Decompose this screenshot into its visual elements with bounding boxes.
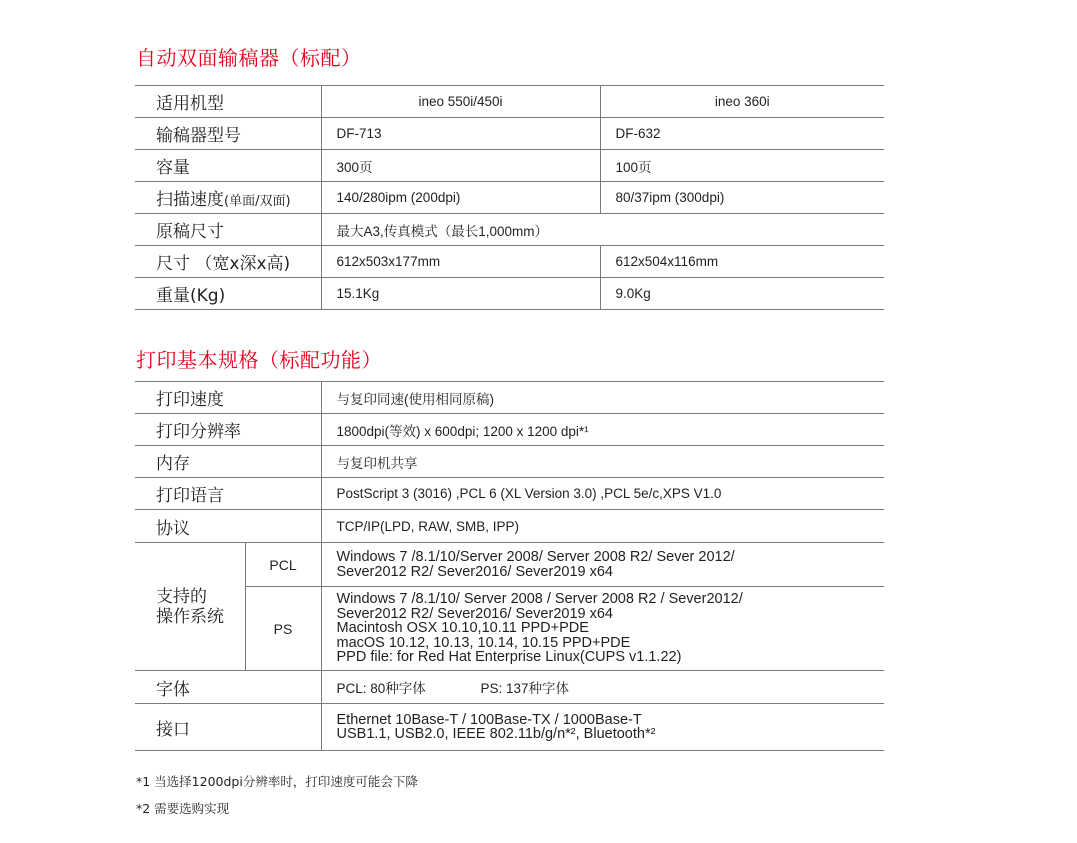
- row-label: 接口: [135, 704, 321, 751]
- cell-value: 80/37ipm (300dpi): [600, 182, 884, 214]
- os-pcl-label: PCL: [245, 543, 321, 587]
- cell-value: 最大A3,传真模式（最长1,000mm）: [321, 214, 884, 246]
- row-label: 打印分辨率: [135, 414, 321, 446]
- table-row: [135, 118, 884, 150]
- table-row: [135, 704, 884, 751]
- table-row: [135, 671, 884, 704]
- table-row: [135, 543, 884, 587]
- os-ps-label: PS: [245, 587, 321, 671]
- row-label-main: 扫描速度: [156, 190, 224, 210]
- model-header-1: ineo 550i/450i: [321, 86, 600, 118]
- os-line: Windows 7 /8.1/10/Server 2008/ Server 2008 R2/ Sever 2012/: [336, 549, 735, 565]
- row-label: 适用机型: [135, 86, 321, 118]
- cell-value: DF-632: [600, 118, 884, 150]
- footnote-2: *2 需要选购实现: [136, 801, 230, 816]
- table-row: [135, 478, 884, 510]
- cell-value: TCP/IP(LPD, RAW, SMB, IPP): [321, 510, 884, 543]
- row-label: 容量: [135, 150, 321, 182]
- cell-value: 15.1Kg: [321, 278, 600, 310]
- os-line: PPD file: for Red Hat Enterprise Linux(CUPS v1.1.22): [336, 649, 682, 666]
- cell-value: 100页: [600, 150, 884, 182]
- os-line: macOS 10.12, 10.13, 10.14, 10.15 PPD+PDE: [336, 634, 631, 651]
- cell-value: PostScript 3 (3016) ,PCL 6 (XL Version 3.0) ,PCL 5e/c,XPS V1.0: [321, 478, 884, 510]
- print-spec-table: [135, 381, 884, 751]
- os-group-label: [135, 543, 245, 671]
- fonts-ps: PS: 137种字体: [480, 681, 570, 696]
- adf-spec-table: [135, 85, 884, 310]
- row-label: 打印速度: [135, 382, 321, 414]
- row-label: 字体: [135, 671, 321, 704]
- row-label: [135, 182, 321, 214]
- table-row: [135, 510, 884, 543]
- table-row: [135, 150, 884, 182]
- cell-value: 140/280ipm (200dpi): [321, 182, 600, 214]
- cell-value: 与复印机共享: [321, 446, 884, 478]
- os-label-line2: 操作系统: [156, 606, 224, 627]
- row-label: 尺寸 （宽x深x高): [135, 246, 321, 278]
- row-label: 协议: [135, 510, 321, 543]
- fonts-pcl: PCL: 80种字体: [336, 681, 426, 696]
- table-row: [135, 278, 884, 310]
- os-line: Sever2012 R2/ Sever2016/ Sever2019 x64: [336, 563, 613, 580]
- table-row: [135, 446, 884, 478]
- table-row: [135, 382, 884, 414]
- row-label: 打印语言: [135, 478, 321, 510]
- table-row: [135, 414, 884, 446]
- table-row: [135, 86, 884, 118]
- adf-section-title: 自动双面输稿器（标配）: [136, 46, 362, 70]
- row-label: 内存: [135, 446, 321, 478]
- footnote-1: *1 当选择1200dpi分辨率时，打印速度可能会下降: [136, 774, 418, 789]
- cell-value: 与复印同速(使用相同原稿): [321, 382, 884, 414]
- os-pcl-list: [321, 543, 884, 587]
- cell-value: 612x503x177mm: [321, 246, 600, 278]
- print-section-title: 打印基本规格（标配功能）: [136, 348, 382, 372]
- cell-value: 9.0Kg: [600, 278, 884, 310]
- table-row: [135, 214, 884, 246]
- interface-line: USB1.1, USB2.0, IEEE 802.11b/g/n*², Bluetooth*²: [336, 726, 656, 742]
- table-row: [135, 246, 884, 278]
- model-header-2: ineo 360i: [600, 86, 884, 118]
- cell-value: 300页: [321, 150, 600, 182]
- interface-value: [321, 704, 884, 751]
- cell-value: 1800dpi(等效) x 600dpi; 1200 x 1200 dpi*¹: [321, 414, 884, 446]
- os-ps-list: [321, 587, 884, 671]
- os-label-line1: 支持的: [156, 586, 207, 607]
- os-line: Sever2012 R2/ Sever2016/ Sever2019 x64: [336, 605, 613, 622]
- fonts-value: [321, 671, 884, 704]
- cell-value: 612x504x116mm: [600, 246, 884, 278]
- os-line: Windows 7 /8.1/10/ Server 2008 / Server 2008 R2 / Sever2012/: [336, 591, 743, 608]
- interface-line: Ethernet 10Base-T / 100Base-TX / 1000Base-T: [336, 711, 642, 728]
- os-line: Macintosh OSX 10.10,10.11 PPD+PDE: [336, 620, 589, 637]
- row-label-note: (单面/双面): [224, 194, 291, 209]
- table-row: [135, 587, 884, 671]
- row-label: 输稿器型号: [135, 118, 321, 150]
- cell-value: DF-713: [321, 118, 600, 150]
- row-label: 重量(Kg): [135, 278, 321, 310]
- table-row: [135, 182, 884, 214]
- row-label: 原稿尺寸: [135, 214, 321, 246]
